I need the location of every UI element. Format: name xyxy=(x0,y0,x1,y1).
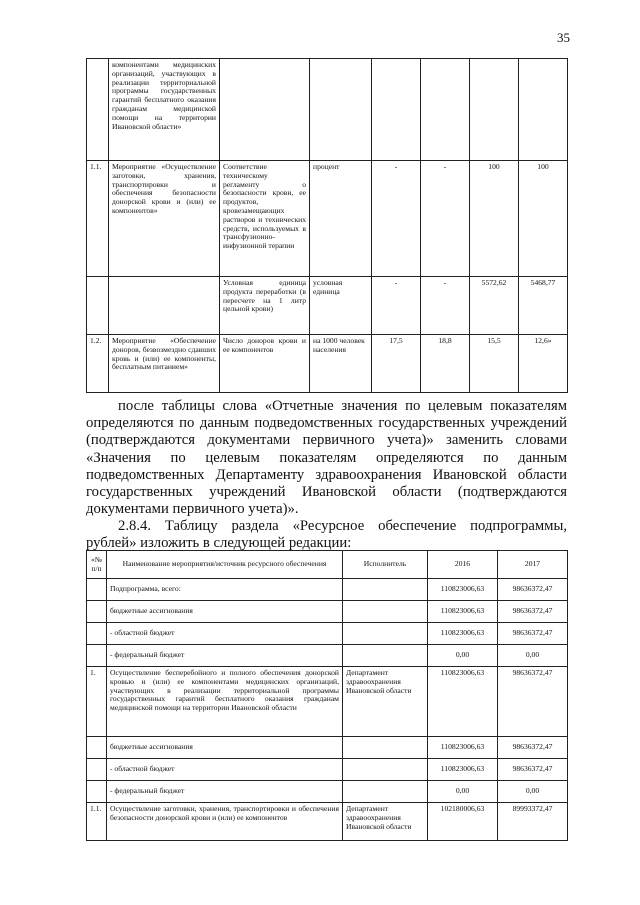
cell-indicator: Условная единица продукта переработки (в пересчете на 1 литр цельной крови) xyxy=(220,277,310,335)
page-number: 35 xyxy=(557,30,570,45)
cell-activity-name: Мероприятие «Осуществление заготовки, хранения, транспортировки и обеспечения безопасности донорской крови и (или) ее компонентов» xyxy=(109,161,220,277)
cell-2017: 98636372,47 xyxy=(498,759,568,781)
cell-executor: Департамент здравоохранения Ивановской области xyxy=(343,667,428,737)
cell-value: - xyxy=(372,161,421,277)
table-row xyxy=(87,335,568,393)
table-row xyxy=(87,759,568,781)
cell-2016: 110823006,63 xyxy=(428,601,498,623)
cell-2016: 110823006,63 xyxy=(428,737,498,759)
cell-executor xyxy=(343,737,428,759)
cell-executor: Департамент здравоохранения Ивановской области xyxy=(343,803,428,841)
cell-activity-name: компонентами медицинских организаций, участвующих в реализации территориальной программы государственных гарантий бесплатного оказания гражданам медицинской помощи на территории Ивановской области» xyxy=(109,59,220,161)
cell-2016: 0,00 xyxy=(428,781,498,803)
cell-unit: условная единица xyxy=(310,277,372,335)
cell-num xyxy=(87,59,109,161)
cell-unit: процент xyxy=(310,161,372,277)
cell-value: - xyxy=(372,277,421,335)
cell-2017: 0,00 xyxy=(498,781,568,803)
cell-executor xyxy=(343,759,428,781)
cell-2017: 98636372,47 xyxy=(498,737,568,759)
cell-executor xyxy=(343,579,428,601)
cell-value: 12,6» xyxy=(519,335,568,393)
cell-executor xyxy=(343,645,428,667)
cell-2016: 110823006,63 xyxy=(428,667,498,737)
cell-num: 1.1. xyxy=(87,803,107,841)
cell-num: 1. xyxy=(87,667,107,737)
table-row xyxy=(87,601,568,623)
cell-value: 5572,62 xyxy=(470,277,519,335)
cell-value: 15,5 xyxy=(470,335,519,393)
cell-name: - федеральный бюджет xyxy=(107,781,343,803)
table-row xyxy=(87,579,568,601)
table-row xyxy=(87,667,568,737)
cell-num: 1.1. xyxy=(87,161,109,277)
header-cell: Исполнитель xyxy=(343,551,428,579)
cell-name: Осуществление заготовки, хранения, транспортировки и обеспечения безопасности донорской крови и (или) ее компонентов xyxy=(107,803,343,841)
cell-value: 18,8 xyxy=(421,335,470,393)
cell-activity-name: Мероприятие «Обеспечение доноров, безвозмездно сдавших кровь и (или) ее компоненты, бесплатным питанием» xyxy=(109,335,220,393)
cell-num xyxy=(87,645,107,667)
cell-value: 100 xyxy=(470,161,519,277)
table-row xyxy=(87,803,568,841)
amendment-paragraph: 2.8.4. Таблицу раздела «Ресурсное обеспечение подпрограммы, рублей» изложить в следующей редакции: xyxy=(86,518,567,552)
cell-name: бюджетные ассигнования xyxy=(107,737,343,759)
cell-2017: 98636372,47 xyxy=(498,601,568,623)
cell-2016: 102180006,63 xyxy=(428,803,498,841)
cell-2017: 98636372,47 xyxy=(498,579,568,601)
cell-name: - федеральный бюджет xyxy=(107,645,343,667)
cell-value: - xyxy=(421,161,470,277)
table-row xyxy=(87,737,568,759)
cell-num: 1.2. xyxy=(87,335,109,393)
cell-2017: 89993372,47 xyxy=(498,803,568,841)
cell-executor xyxy=(343,781,428,803)
cell-executor xyxy=(343,601,428,623)
header-cell: «№ п/п xyxy=(87,551,107,579)
cell-value: 17,5 xyxy=(372,335,421,393)
cell-executor xyxy=(343,623,428,645)
header-cell: 2016 xyxy=(428,551,498,579)
cell-2016: 110823006,63 xyxy=(428,759,498,781)
cell-2017: 98636372,47 xyxy=(498,667,568,737)
table-header-row xyxy=(87,551,568,579)
cell-name: бюджетные ассигнования xyxy=(107,601,343,623)
header-cell: 2017 xyxy=(498,551,568,579)
cell-2016: 110823006,63 xyxy=(428,623,498,645)
cell-num xyxy=(87,601,107,623)
cell-num xyxy=(87,623,107,645)
cell-name: Осуществление бесперебойного и полного обеспечения донорской кровью и (или) ее компонентами медицинских организаций, участвующих в реализации территориальной программы государственных гарантий бесплатного оказания гражданам медицинской помощи на территории Ивановской области xyxy=(107,667,343,737)
table-row xyxy=(87,277,568,335)
header-cell: Наименование мероприятия/источник ресурсного обеспечения xyxy=(107,551,343,579)
resource-table xyxy=(86,550,568,841)
cell-value: - xyxy=(421,277,470,335)
cell-2016: 0,00 xyxy=(428,645,498,667)
cell-2017: 98636372,47 xyxy=(498,623,568,645)
cell-indicator: Соответствие техническому регламенту о безопасности крови, ее продуктов, кровезамещающих растворов и технических средств, используемых в трансфузионно-инфузионной терапии xyxy=(220,161,310,277)
cell-name: Подпрограмма, всего: xyxy=(107,579,343,601)
target-indicators-table xyxy=(86,58,568,393)
amendment-paragraph: после таблицы слова «Отчетные значения по целевым показателям определяются по данным подведомственных государственных учреждений (подтверждаются документами первичного учета)» заменить словами «Значения по целевым показателям определяются по данным подведомственных Департаменту здравоохранения Ивановской области государственных учреждений Ивановской области (подтверждаются документами первичного учета)». xyxy=(86,398,567,518)
table-row xyxy=(87,781,568,803)
table-row xyxy=(87,161,568,277)
cell-2016: 110823006,63 xyxy=(428,579,498,601)
cell-2017: 0,00 xyxy=(498,645,568,667)
cell-num xyxy=(87,781,107,803)
table-row xyxy=(87,59,568,161)
table-row xyxy=(87,645,568,667)
table-row xyxy=(87,623,568,645)
cell-value: 100 xyxy=(519,161,568,277)
cell-name: - областной бюджет xyxy=(107,759,343,781)
cell-num xyxy=(87,579,107,601)
cell-unit: на 1000 человек населения xyxy=(310,335,372,393)
cell-name: - областной бюджет xyxy=(107,623,343,645)
cell-num xyxy=(87,759,107,781)
cell-indicator: Число доноров крови и ее компонентов xyxy=(220,335,310,393)
cell-value: 5468,77 xyxy=(519,277,568,335)
cell-num xyxy=(87,737,107,759)
